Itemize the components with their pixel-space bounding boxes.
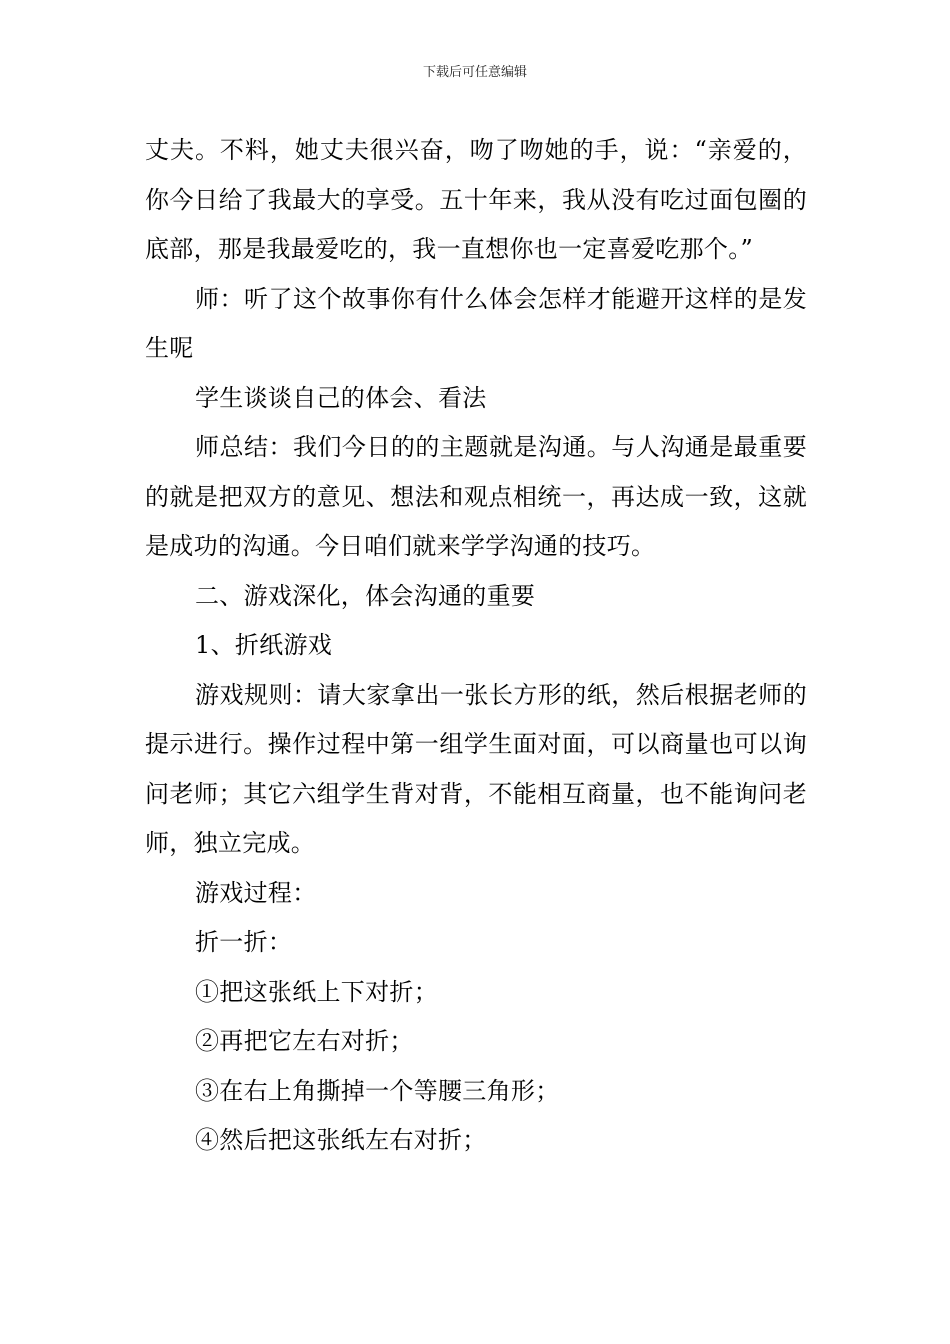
section-heading-game: 二、游戏深化，体会沟通的重要 [195,581,536,610]
subheading-paper-folding: 1、折纸游戏 [195,631,333,659]
paragraph-teacher-question: 师：听了这个故事你有什么体会怎样才能避开这样的是发生呢 [145,284,807,362]
document-body [145,126,807,1166]
paragraph-teacher-summary: 师总结：我们今日的的主题就是沟通。与人沟通是最重要的就是把双方的意见、想法和观点相统一，再达成一致，这就是成功的沟通。今日咱们就来学学沟通的技巧。 [145,433,807,560]
list-item-step-4: ④然后把这张纸左右对折； [195,1126,487,1154]
paragraph-game-rules: 游戏规则：请大家拿出一张长方形的纸，然后根据老师的提示进行。操作过程中第一组学生面对面，可以商量也可以询问老师；其它六组学生背对背，不能相互商量，也不能询问老师，独立完成。 [145,680,807,857]
page-header: 下载后可任意编辑 [422,65,527,80]
paragraph-game-process: 游戏过程： [195,878,317,907]
paragraph-student-response: 学生谈谈自己的体会、看法 [195,383,487,412]
list-item-step-2: ②再把它左右对折； [195,1027,414,1055]
list-item-step-3: ③在右上角撕掉一个等腰三角形； [195,1076,560,1105]
paragraph-continuation: 丈夫。不料，她丈夫很兴奋，吻了吻她的手，说：“亲爱的，你今日给了我最大的享受。五十年来，我从没有吃过面包圈的底部，那是我最爱吃的，我一直想你也一定喜爱吃那个。” [145,136,807,263]
list-item-step-1: ①把这张纸上下对折； [195,977,438,1006]
paragraph-fold-label: 折一折： [195,928,293,956]
